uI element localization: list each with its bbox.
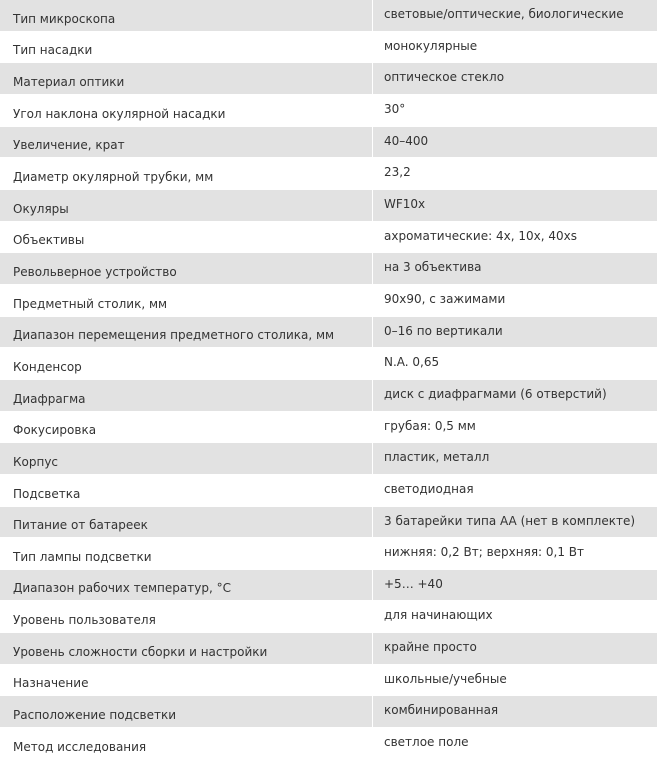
spec-row bbox=[0, 696, 657, 728]
spec-value: диск с диафрагмами (6 отверстий) bbox=[373, 380, 657, 412]
spec-value: на 3 объектива bbox=[373, 253, 657, 285]
spec-row bbox=[0, 570, 657, 602]
spec-row bbox=[0, 127, 657, 159]
spec-name: Уровень сложности сборки и настройки bbox=[0, 633, 373, 665]
spec-row bbox=[0, 633, 657, 665]
spec-row bbox=[0, 190, 657, 222]
spec-row bbox=[0, 317, 657, 349]
spec-name: Увеличение, крат bbox=[0, 127, 373, 159]
spec-name: Корпус bbox=[0, 443, 373, 475]
spec-value: 90x90, с зажимами bbox=[373, 285, 657, 317]
spec-value: 3 батарейки типа AA (нет в комплекте) bbox=[373, 507, 657, 539]
spec-name: Подсветка bbox=[0, 475, 373, 507]
spec-name: Тип насадки bbox=[0, 32, 373, 64]
spec-name: Диафрагма bbox=[0, 380, 373, 412]
spec-value: монокулярные bbox=[373, 32, 657, 64]
spec-value: школьные/учебные bbox=[373, 665, 657, 697]
spec-value: комбинированная bbox=[373, 696, 657, 728]
spec-value: оптическое стекло bbox=[373, 63, 657, 95]
spec-name: Тип лампы подсветки bbox=[0, 538, 373, 570]
spec-row bbox=[0, 253, 657, 285]
spec-name: Уровень пользователя bbox=[0, 601, 373, 633]
spec-row bbox=[0, 158, 657, 190]
spec-value: 0–16 по вертикали bbox=[373, 317, 657, 349]
spec-value: грубая: 0,5 мм bbox=[373, 412, 657, 444]
spec-name: Диаметр окулярной трубки, мм bbox=[0, 158, 373, 190]
spec-value: крайне просто bbox=[373, 633, 657, 665]
spec-value: 30° bbox=[373, 95, 657, 127]
spec-name: Питание от батареек bbox=[0, 507, 373, 539]
spec-row bbox=[0, 665, 657, 697]
spec-value: световые/оптические, биологические bbox=[373, 0, 657, 32]
spec-row bbox=[0, 475, 657, 507]
spec-name: Расположение подсветки bbox=[0, 696, 373, 728]
spec-row bbox=[0, 507, 657, 539]
spec-value: 23,2 bbox=[373, 158, 657, 190]
spec-value: светлое поле bbox=[373, 728, 657, 760]
spec-value: для начинающих bbox=[373, 601, 657, 633]
spec-name: Револьверное устройство bbox=[0, 253, 373, 285]
spec-name: Угол наклона окулярной насадки bbox=[0, 95, 373, 127]
spec-value: +5… +40 bbox=[373, 570, 657, 602]
spec-name: Метод исследования bbox=[0, 728, 373, 760]
spec-name: Фокусировка bbox=[0, 412, 373, 444]
spec-name: Материал оптики bbox=[0, 63, 373, 95]
spec-value: ахроматические: 4x, 10x, 40xs bbox=[373, 222, 657, 254]
spec-name: Конденсор bbox=[0, 348, 373, 380]
spec-name: Тип микроскопа bbox=[0, 0, 373, 32]
spec-name: Диапазон рабочих температур, °C bbox=[0, 570, 373, 602]
spec-value: WF10x bbox=[373, 190, 657, 222]
spec-row bbox=[0, 601, 657, 633]
spec-value: 40–400 bbox=[373, 127, 657, 159]
spec-name: Назначение bbox=[0, 665, 373, 697]
spec-row bbox=[0, 63, 657, 95]
spec-value: нижняя: 0,2 Вт; верхняя: 0,1 Вт bbox=[373, 538, 657, 570]
spec-row bbox=[0, 412, 657, 444]
spec-row bbox=[0, 728, 657, 760]
spec-name: Окуляры bbox=[0, 190, 373, 222]
spec-row bbox=[0, 32, 657, 64]
spec-value: N.A. 0,65 bbox=[373, 348, 657, 380]
spec-name: Объективы bbox=[0, 222, 373, 254]
spec-row bbox=[0, 222, 657, 254]
spec-row bbox=[0, 443, 657, 475]
spec-row bbox=[0, 0, 657, 32]
spec-name: Диапазон перемещения предметного столика, мм bbox=[0, 317, 373, 349]
spec-value: светодиодная bbox=[373, 475, 657, 507]
spec-row bbox=[0, 380, 657, 412]
spec-value: пластик, металл bbox=[373, 443, 657, 475]
spec-row bbox=[0, 285, 657, 317]
spec-name: Предметный столик, мм bbox=[0, 285, 373, 317]
spec-row bbox=[0, 348, 657, 380]
spec-row bbox=[0, 95, 657, 127]
spec-row bbox=[0, 538, 657, 570]
